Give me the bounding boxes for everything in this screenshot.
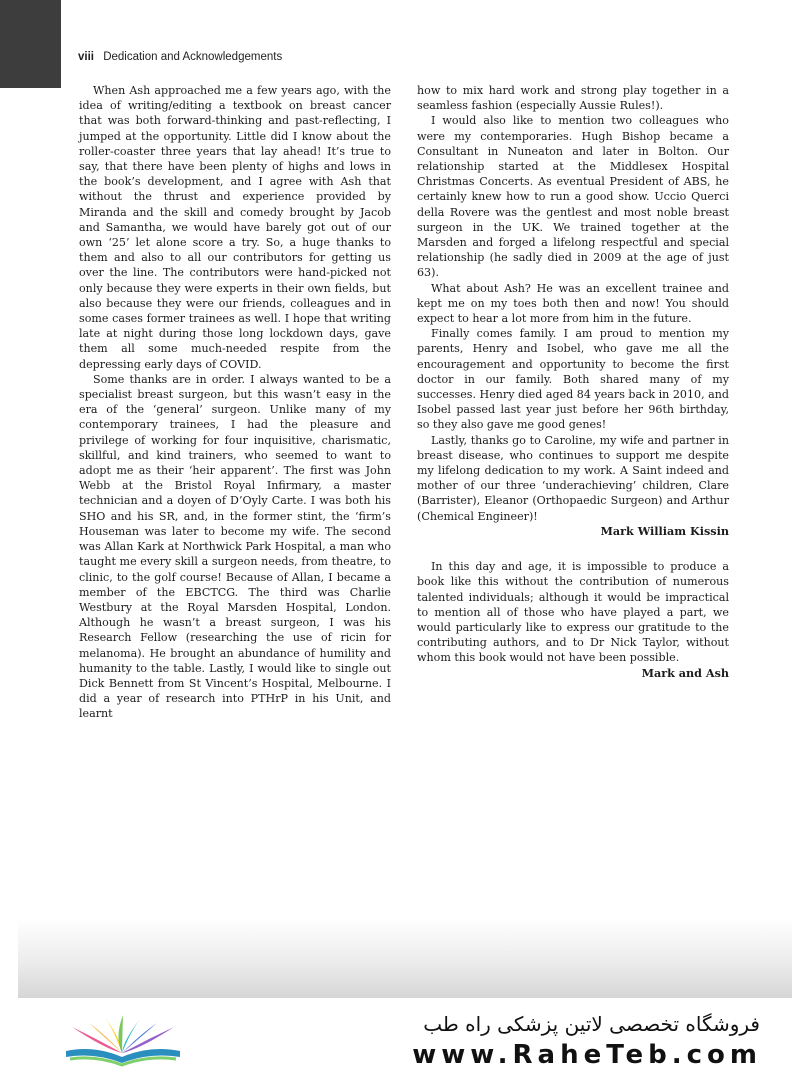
logo-page-fan	[72, 1027, 122, 1053]
paragraph: When Ash approached me a few years ago, with the idea of writing/editing a textbook on breast cancer that was both forward-thinking and past-reflecting, I jumped at the opportunity. Little did I know about the roller-coaster three years that lay ahead! It’s true to say, that there have been plenty of highs and lows in the book’s development, and I agree with Ash that without the thrust and experience provided by Miranda and the skill and comedy brought by Jacob and Samantha, we would have barely got out of our own ‘25’ let alone score a try. So, a huge thanks to them and also to all our contributors for getting us over the line. The contributors were hand-picked not only because they were experts in their own fields, but also because they were our friends, colleagues and in some cases former trainees as well. I hope that writing late at night during those long lockdown days, gave them all some much-needed respite from the depressing early days of COVID.	[79, 84, 391, 371]
page-number: viii	[78, 51, 94, 63]
acknowledgement-paragraph: In this day and age, it is impossible to produce a book like this without the contribution of numerous talented individuals; although it would be impractical to mention all of those who have played a part, we would particularly like to express our gratitude to the contributing authors, and to Dr Nick Taylor, without whom this book would not have been possible.	[417, 560, 729, 665]
paragraph-continuation: how to mix hard work and strong play together in a seamless fashion (especially Aussie Rules!).	[417, 84, 729, 113]
left-column	[79, 83, 391, 722]
signature-author: Mark William Kissin	[600, 523, 729, 538]
page-corner-tab	[0, 0, 61, 88]
signature-editors: Mark and Ash	[641, 665, 729, 680]
right-column	[417, 83, 729, 681]
open-book-rainbow-icon	[58, 1005, 188, 1069]
running-header	[78, 51, 282, 63]
paragraph: What about Ash? He was an excellent trainee and kept me on my toes both then and now! You should expect to hear a lot more from him in the future.	[417, 281, 729, 326]
logo-page-fan	[122, 1019, 140, 1053]
logo-page-fan	[122, 1027, 174, 1053]
store-url-link[interactable]: www.RaheTeb.com	[412, 1040, 762, 1070]
logo-page-fan	[118, 1015, 123, 1053]
store-name: فروشگاه تخصصی لاتین پزشکی راه طب	[423, 1012, 760, 1036]
paragraph: Finally comes family. I am proud to mention my parents, Henry and Isobel, who gave me all the encouragement and opportunity to become the first doctor in our family. Both shared many of my successes. Henry died aged 84 years back in 2010, and Isobel passed last year just before her 96th birthday, so they also gave me good genes!	[417, 327, 729, 432]
paragraph: Some thanks are in order. I always wanted to be a specialist breast surgeon, but this wasn’t easy in the era of the ‘general’ surgeon. Unlike many of my contemporary trainees, I had the pleasure and privilege of working for four inquisitive, charismatic, skillful, and kind trainers, who seemed to want to adopt me as their ‘heir apparent’. The first was John Webb at the Bristol Royal Infirmary, a master technician and a doyen of D’Oyly Carte. I was both his SHO and his SR, and, in the former stint, the ‘firm’s Houseman was later to become my wife. The second was Allan Kark at Northwick Park Hospital, a man who taught me every skill a surgeon needs, from theatre, to clinic, to the golf course! Because of Allan, I became a member of the EBCTCG. The third was Charlie Westbury at the Royal Marsden Hospital, London. Although he wasn’t a breast surgeon, I was his Research Fellow (researching the use of ricin for melanoma). He brought an abundance of humility and humanity to the table. Lastly, I would like to single out Dick Bennett from St Vincent’s Hospital, Melbourne. I did a year of research into PTHrP in his Unit, and learnt	[79, 372, 391, 721]
running-title: Dedication and Acknowledgements	[103, 51, 283, 63]
paragraph: I would also like to mention two colleagues who were my contemporaries. Hugh Bishop became a Consultant in Nuneaton and later in Bolton. Our relationship started at the Middlesex Hospital Christmas Concerts. As eventual President of ABS, he certainly knew how to run a good show. Uccio Querci della Rovere was the gentlest and most noble breast surgeon in the UK. We trained together at the Marsden and forged a lifelong respectful and special relationship (he sadly died in 2009 at the age of just 63).	[417, 114, 729, 280]
paragraph: Lastly, thanks go to Caroline, my wife and partner in breast disease, who continues to support me despite my lifelong dedication to my work. A Saint indeed and mother of our three ‘underachieving’ children, Clare (Barrister), Eleanor (Orthopaedic Surgeon) and Arthur (Chemical Engineer)!	[417, 433, 729, 523]
footer-shadow	[18, 918, 792, 998]
